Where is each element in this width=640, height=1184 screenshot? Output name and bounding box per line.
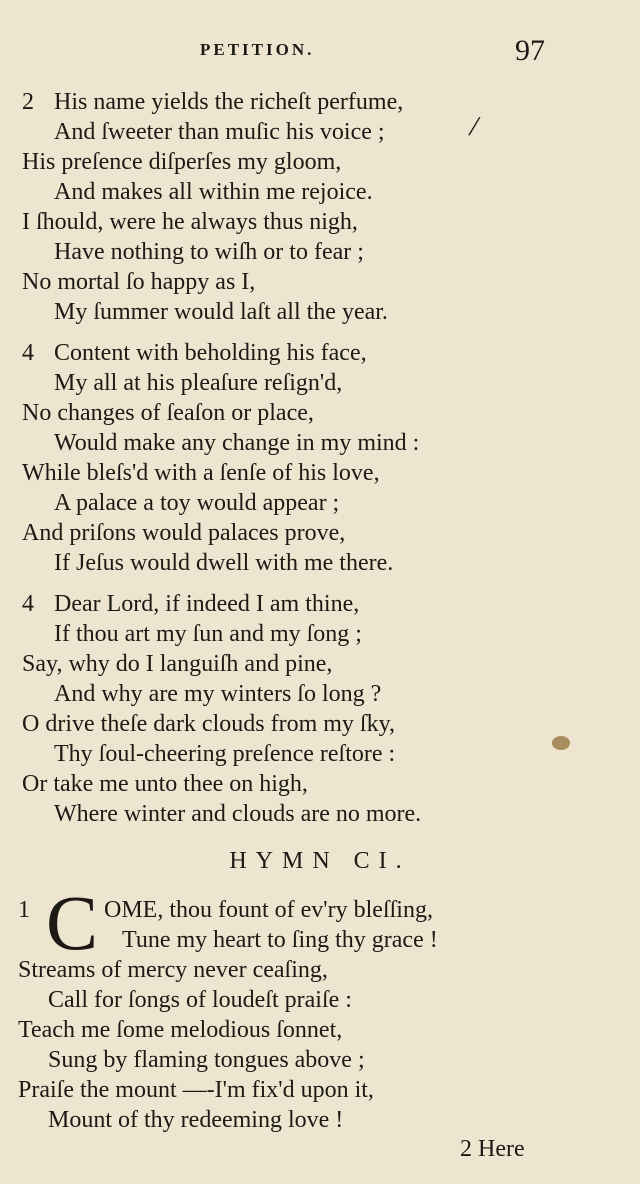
verse-line: Or take me unto thee on high, xyxy=(22,771,308,797)
verse-line: If Jeſus would dwell with me there. xyxy=(54,550,394,576)
verse-line: No changes of ſeaſon or place, xyxy=(22,400,314,426)
stanza-number: 4 xyxy=(22,591,34,617)
verse-line: His preſence diſperſes my gloom, xyxy=(22,149,342,175)
verse-line: Dear Lord, if indeed I am thine, xyxy=(54,591,360,617)
running-head: PETITION. xyxy=(200,40,315,59)
verse-line: And why are my winters ſo long ? xyxy=(54,681,382,707)
verse-line: Tune my heart to ſing thy grace ! xyxy=(122,927,438,953)
verse-line: Streams of mercy never ceaſing, xyxy=(18,957,328,983)
verse-line: Thy ſoul-cheering preſence reſtore : xyxy=(54,741,396,767)
catchword: 2 Here xyxy=(460,1136,525,1162)
verse-line: A palace a toy would appear ; xyxy=(54,490,340,516)
verse-line: And priſons would palaces prove, xyxy=(22,520,346,546)
verse-line: Where winter and clouds are no more. xyxy=(54,801,422,827)
verse-line: Would make any change in my mind : xyxy=(54,430,420,456)
verse-line: Have nothing to wiſh or to fear ; xyxy=(54,239,364,265)
verse-line: And ſweeter than muſic his voice ; xyxy=(54,119,385,145)
drop-cap: C xyxy=(46,879,99,966)
verse-line: Mount of thy redeeming love ! xyxy=(48,1107,344,1133)
hymn-stanza xyxy=(0,895,640,1135)
stanza xyxy=(0,87,640,327)
verse-line: My all at his pleaſure reſign'd, xyxy=(54,370,343,396)
stanza xyxy=(0,338,640,578)
stanza-number: 2 xyxy=(22,89,34,115)
verse-line: Praiſe the mount —-I'm fix'd upon it, xyxy=(18,1077,374,1103)
verse-line: Sung by flaming tongues above ; xyxy=(48,1047,365,1073)
verse-line: His name yields the richeſt perfume, xyxy=(54,89,404,115)
verse-line: Content with beholding his face, xyxy=(54,340,367,366)
paper-stain xyxy=(552,736,570,750)
verse-line: My ſummer would laſt all the year. xyxy=(54,299,388,325)
verse-line: If thou art my ſun and my ſong ; xyxy=(54,621,362,647)
stanza xyxy=(0,589,640,829)
verse-line: I ſhould, were he always thus nigh, xyxy=(22,209,358,235)
verse-line: Say, why do I languiſh and pine, xyxy=(22,651,333,677)
verse-line: Teach me ſome melodious ſonnet, xyxy=(18,1017,343,1043)
stanza-number: 1 xyxy=(18,897,30,923)
margin-pencil-mark: / xyxy=(466,109,482,144)
verse-line: OME, thou fount of ev'ry bleſſing, xyxy=(104,897,433,923)
stanza-number: 4 xyxy=(22,340,34,366)
page-number: 97 xyxy=(515,34,545,67)
hymn-title: HYMN CI. xyxy=(229,848,411,874)
verse-line: While bleſs'd with a ſenſe of his love, xyxy=(22,460,380,486)
page-header xyxy=(0,34,640,78)
verse-line: O drive theſe dark clouds from my ſky, xyxy=(22,711,396,737)
verse-line: And makes all within me rejoice. xyxy=(54,179,373,205)
verse-line: No mortal ſo happy as I, xyxy=(22,269,256,295)
verse-line: Call for ſongs of loudeſt praiſe : xyxy=(48,987,352,1013)
